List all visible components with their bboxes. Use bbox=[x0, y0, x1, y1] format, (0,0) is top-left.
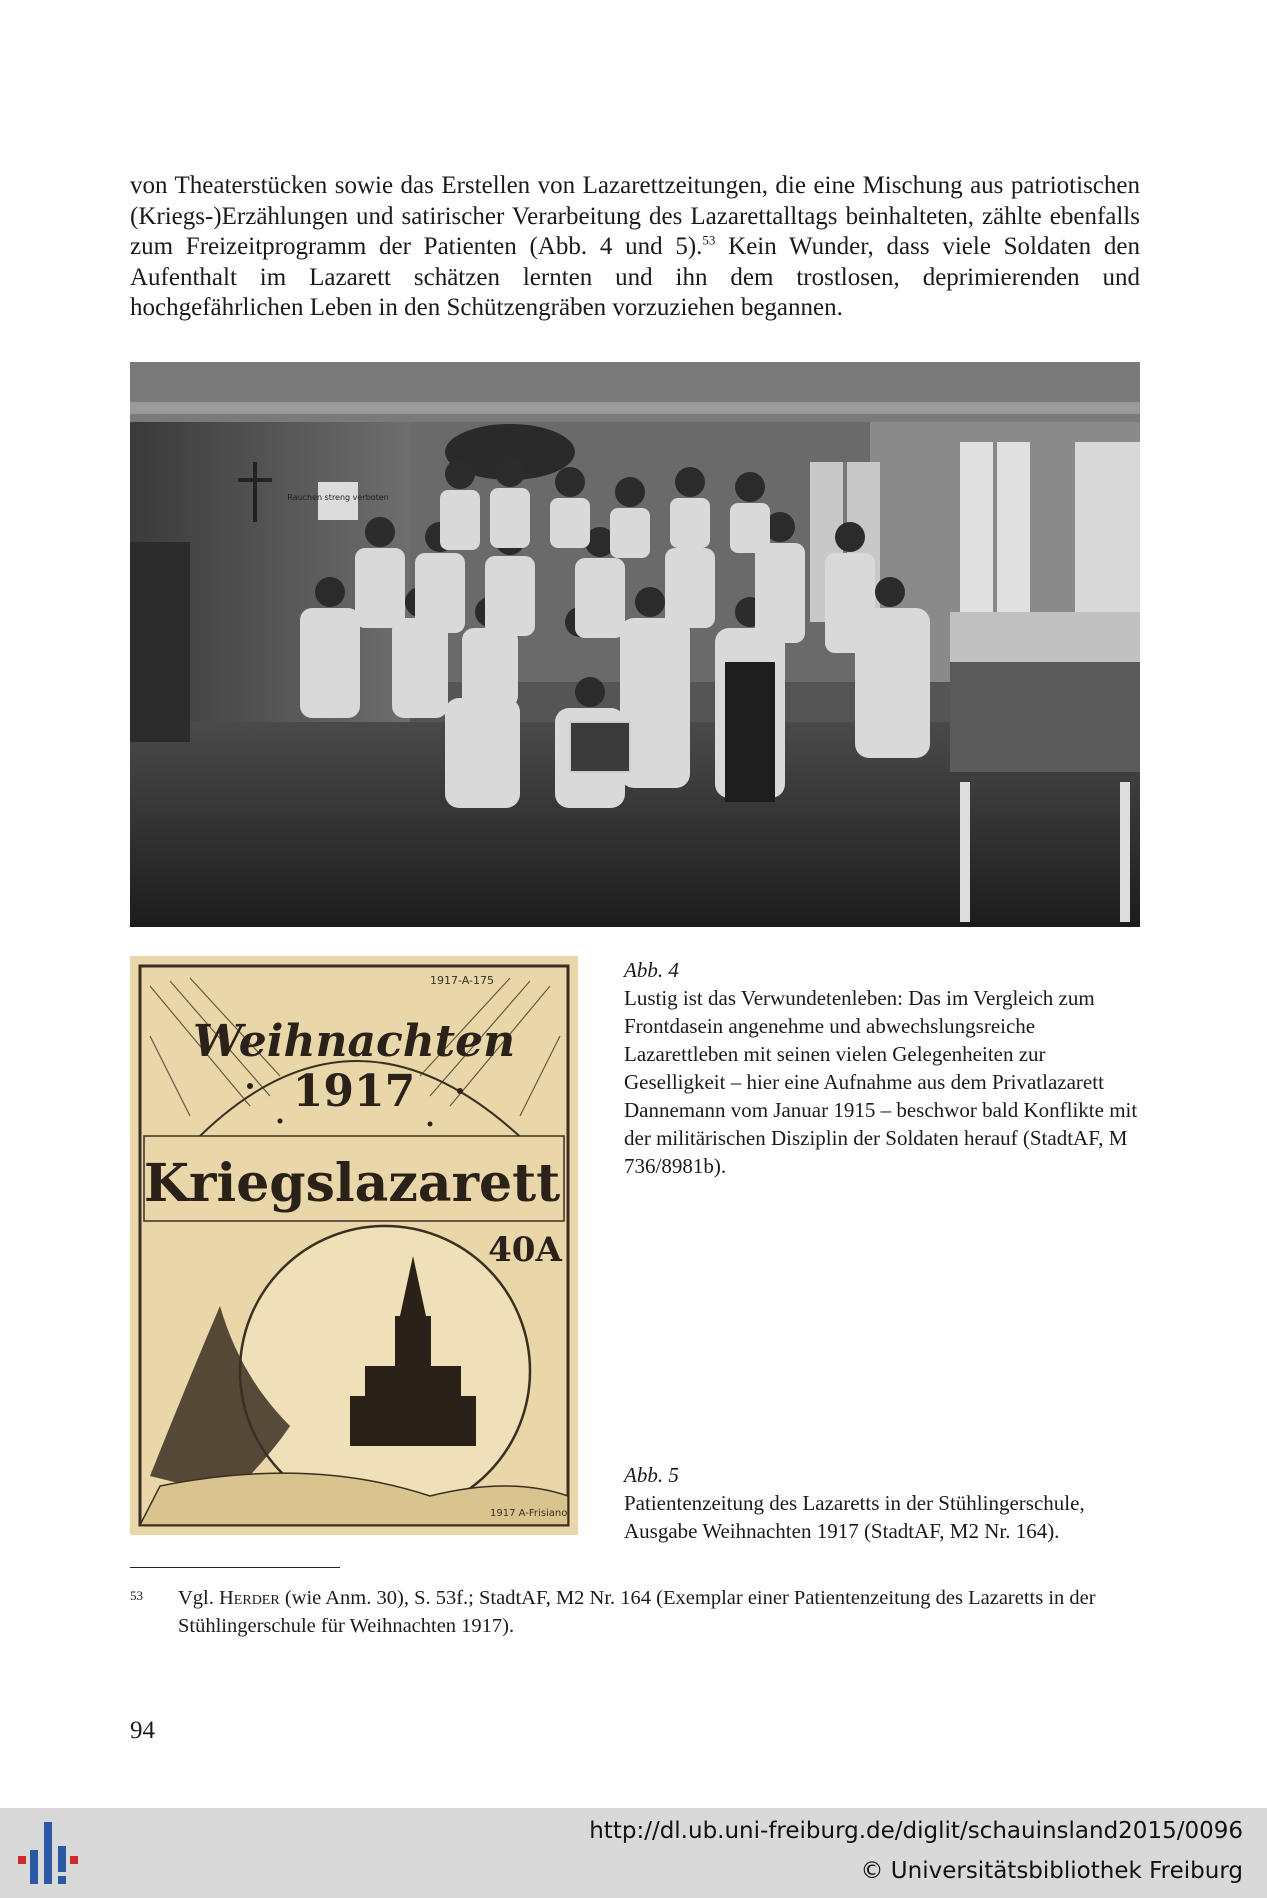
library-logo-icon bbox=[16, 1816, 80, 1890]
footnote-53 bbox=[130, 1584, 1140, 1640]
body-paragraph bbox=[130, 171, 1140, 324]
footer-url-link[interactable]: http://dl.ub.uni-freiburg.de/diglit/schauinsland2015/0096 bbox=[589, 1818, 1243, 1844]
footnote-author: Herder bbox=[219, 1587, 280, 1609]
figure-4-caption-text: Lustig ist das Verwundetenleben: Das im Vergleich zum Frontdasein angenehme und abwechslungsreiche Lazarettleben mit seinen vielen Gelegenheiten zur Geselligkeit – hier eine Aufnahme aus dem Privatlazarett Dannemann vom Januar 1915 – beschwor bald Konflikte mit der militärischen Disziplin der Soldaten herauf (StadtAF, M 736/8981b). bbox=[624, 986, 1138, 1178]
cover-weihnachten: Weihnachten bbox=[192, 1016, 516, 1067]
figure-5-label: Abb. 5 bbox=[624, 1463, 679, 1487]
footer-copyright: © Universitätsbibliothek Freiburg bbox=[860, 1858, 1243, 1884]
cover-year: 1917 bbox=[292, 1066, 416, 1117]
figure-5-newspaper-cover bbox=[130, 956, 578, 1535]
figure-5-caption-text: Patientenzeitung des Lazaretts in der Stühlingerschule, Ausgabe Weihnachten 1917 (StadtAF, M2 Nr. 164). bbox=[624, 1491, 1085, 1543]
cover-number: 40A bbox=[488, 1230, 562, 1270]
cover-signature: 1917 A-Frisiano bbox=[490, 1508, 568, 1519]
cover-title: Kriegslazarett bbox=[143, 1153, 561, 1214]
figure-4-label: Abb. 4 bbox=[624, 958, 679, 982]
no-smoking-sign: Rauchen streng verboten bbox=[287, 493, 389, 502]
figure-5-caption bbox=[624, 1461, 1140, 1545]
footer-bar bbox=[0, 1808, 1267, 1898]
footnote-text bbox=[178, 1584, 1140, 1640]
footnote-separator bbox=[130, 1567, 340, 1568]
footnote-body: (wie Anm. 30), S. 53f.; StadtAF, M2 Nr. 164 (Exemplar einer Patientenzeitung des Lazaretts in der Stühlingerschule für Weihnachten 1917). bbox=[178, 1587, 1096, 1637]
figure-4-photo bbox=[130, 362, 1140, 927]
cover-serial: 1917-A-175 bbox=[430, 974, 494, 987]
body-text-part1: von Theaterstücken sowie das Erstellen von Lazarettzeitungen, die eine Mischung aus patriotischen (Kriegs-)Erzählungen und satirischer Verarbeitung des Lazarettalltags beinhalteten, zählte ebenfalls zum Freizeitprogramm der Patienten (Abb. 4 und 5). bbox=[130, 172, 1140, 260]
page-number: 94 bbox=[130, 1717, 155, 1744]
newspaper-cover-illustration bbox=[130, 956, 578, 1535]
figure-4-caption bbox=[624, 956, 1140, 1180]
footnote-pre: Vgl. bbox=[178, 1587, 219, 1609]
footnote-ref[interactable]: 53 bbox=[702, 232, 716, 248]
footnote-number: 53 bbox=[130, 1588, 143, 1603]
group-photo-illustration bbox=[130, 362, 1140, 927]
body-text-part2: Kein Wunder, dass viele Soldaten den Aufenthalt im Lazarett schätzen lernten und ihn dem trostlosen, deprimierenden und hochgefährlichen Leben in den Schützengräben vorzuziehen begannen. bbox=[130, 233, 1140, 321]
